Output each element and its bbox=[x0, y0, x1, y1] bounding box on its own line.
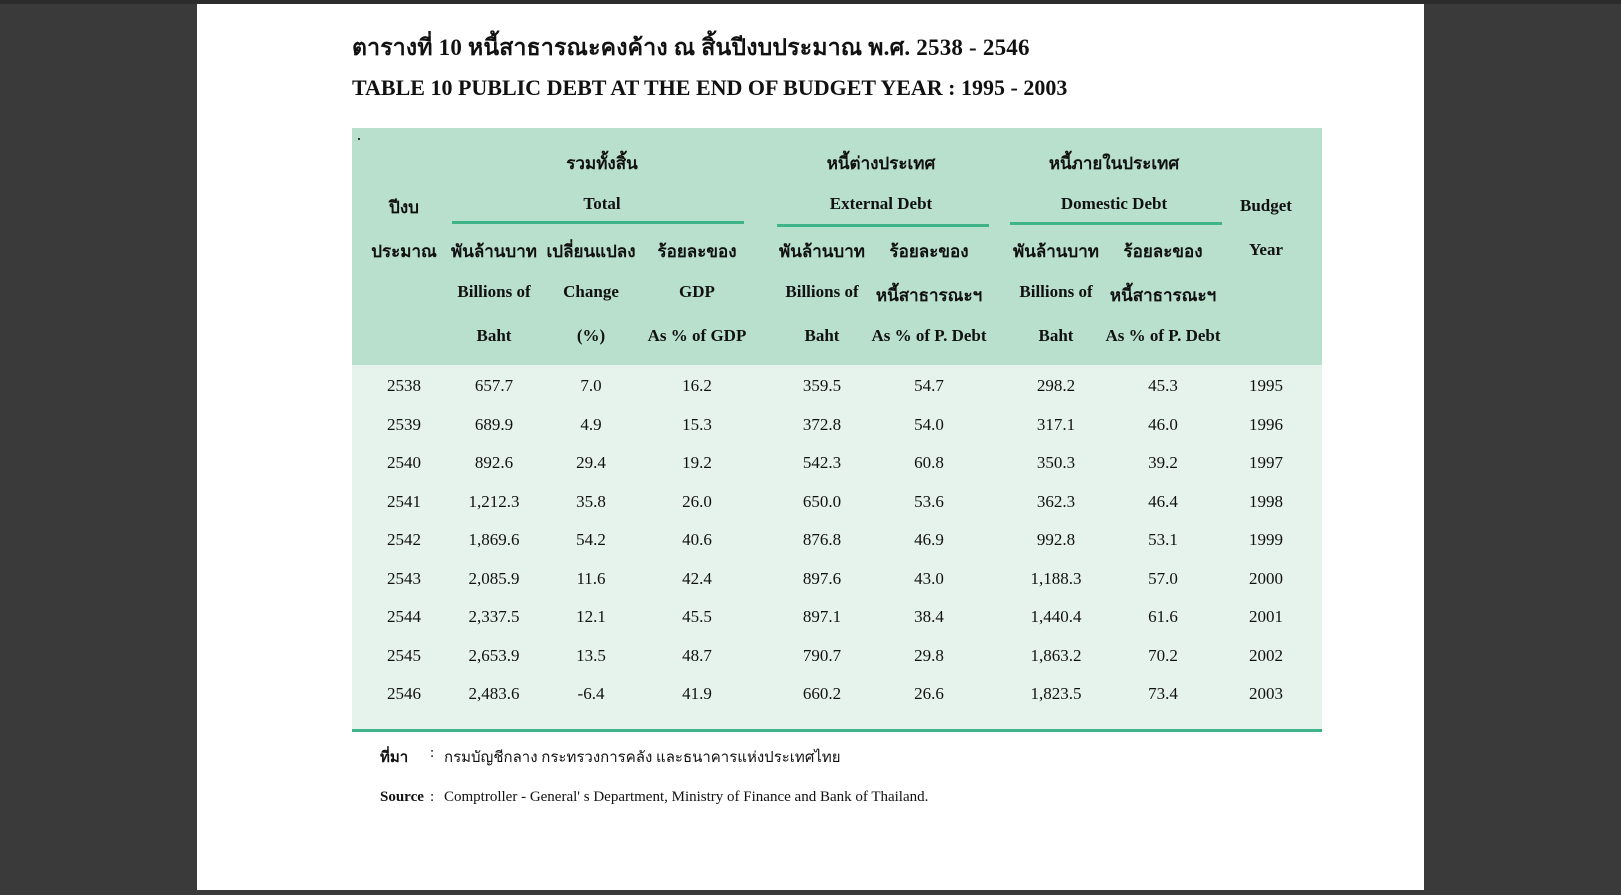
header-domestic-en: Domestic Debt bbox=[1060, 194, 1168, 213]
source-en-label: Source bbox=[380, 789, 424, 805]
cell-ext-pct: 29.8 bbox=[914, 645, 944, 665]
cell-dom-amount: 317.1 bbox=[1036, 414, 1076, 434]
cell-dom-amount: 1,188.3 bbox=[1030, 568, 1082, 588]
header-total-gdp-1: ร้อยละของ bbox=[657, 242, 737, 261]
domestic-group-rule bbox=[1010, 222, 1222, 225]
cell-dom-pct: 61.6 bbox=[1148, 607, 1178, 626]
header-budget-en-1: Budget bbox=[1240, 196, 1292, 215]
cell-year-th: 2540 bbox=[387, 453, 421, 472]
cell-total-gdp: 48.7 bbox=[682, 645, 712, 665]
cell-dom-amount: 350.3 bbox=[1036, 453, 1076, 472]
cell-ext-amount: 542.3 bbox=[802, 453, 842, 472]
cell-year-en: 2002 bbox=[1249, 645, 1283, 665]
cell-ext-amount: 359.5 bbox=[802, 376, 842, 395]
cell-dom-pct: 39.2 bbox=[1148, 453, 1178, 472]
cell-total-amount: 892.6 bbox=[474, 453, 514, 472]
cell-ext-amount: 897.6 bbox=[802, 568, 842, 588]
cell-ext-pct: 54.7 bbox=[914, 376, 944, 395]
cell-year-en: 1999 bbox=[1249, 530, 1283, 549]
cell-total-change: 54.2 bbox=[576, 530, 606, 549]
source-th-label: ที่มา bbox=[380, 750, 409, 766]
header-total-change-2: Change bbox=[563, 282, 619, 301]
cell-dom-amount: 1,440.4 bbox=[1030, 607, 1082, 626]
table-bottom-rule bbox=[352, 729, 1322, 732]
source-en-colon: : bbox=[430, 789, 435, 805]
cell-total-amount: 689.9 bbox=[474, 414, 514, 434]
header-total-th: รวมทั้งสิ้น bbox=[566, 154, 638, 173]
cell-year-th: 2541 bbox=[387, 491, 421, 511]
cell-year-en: 1998 bbox=[1249, 491, 1283, 511]
cell-dom-pct: 73.4 bbox=[1148, 684, 1178, 703]
cell-ext-pct: 38.4 bbox=[914, 607, 944, 626]
source-th-colon: : bbox=[430, 745, 435, 761]
cell-total-amount: 657.7 bbox=[474, 376, 514, 395]
cell-total-amount: 1,212.3 bbox=[468, 491, 520, 511]
cell-total-change: 12.1 bbox=[576, 607, 606, 626]
cell-ext-amount: 372.8 bbox=[802, 414, 842, 434]
header-ext-pct-2: หนี้สาธารณะฯ bbox=[875, 286, 983, 305]
public-debt-table bbox=[352, 128, 1322, 732]
cell-year-en: 2001 bbox=[1249, 607, 1283, 626]
external-group-rule bbox=[777, 224, 989, 227]
header-ext-amount-2: Billions of bbox=[785, 282, 859, 301]
cell-dom-pct: 57.0 bbox=[1148, 568, 1178, 588]
cell-total-gdp: 40.6 bbox=[682, 530, 712, 549]
cell-year-en: 1996 bbox=[1249, 414, 1283, 434]
cell-ext-pct: 54.0 bbox=[914, 414, 944, 434]
header-ext-pct-3: As % of P. Debt bbox=[871, 326, 987, 345]
table-title-english: TABLE 10 PUBLIC DEBT AT THE END OF BUDGET YEAR : 1995 - 2003 bbox=[352, 75, 1068, 100]
header-total-gdp-2: GDP bbox=[679, 282, 715, 301]
cell-year-en: 2000 bbox=[1249, 568, 1283, 588]
header-dom-pct-1: ร้อยละของ bbox=[1123, 242, 1203, 261]
header-total-en: Total bbox=[583, 194, 621, 213]
cell-dom-amount: 298.2 bbox=[1036, 376, 1076, 395]
cell-total-gdp: 41.9 bbox=[682, 684, 712, 703]
cell-total-amount: 2,085.9 bbox=[468, 568, 520, 588]
cell-total-change: 4.9 bbox=[580, 414, 602, 434]
header-total-gdp-3: As % of GDP bbox=[647, 326, 747, 345]
cell-total-amount: 2,483.6 bbox=[468, 684, 520, 703]
cell-year-th: 2545 bbox=[387, 645, 421, 665]
header-budget-en-2: Year bbox=[1249, 240, 1283, 259]
header-ext-amount-1: พันล้านบาท bbox=[779, 242, 865, 261]
cell-year-th: 2543 bbox=[387, 568, 421, 588]
cell-year-th: 2542 bbox=[387, 530, 421, 549]
cell-ext-pct: 53.6 bbox=[914, 491, 944, 511]
cell-total-gdp: 16.2 bbox=[682, 376, 712, 395]
cell-total-change: 29.4 bbox=[576, 453, 606, 472]
header-dom-pct-3: As % of P. Debt bbox=[1105, 326, 1221, 345]
cell-total-gdp: 42.4 bbox=[682, 568, 712, 588]
cell-ext-amount: 650.0 bbox=[802, 491, 842, 511]
cell-dom-amount: 1,823.5 bbox=[1030, 684, 1082, 703]
cell-total-change: 13.5 bbox=[576, 645, 606, 665]
document-page bbox=[197, 4, 1424, 890]
header-total-amount-2: Billions of bbox=[457, 282, 531, 301]
table-header bbox=[352, 128, 1322, 365]
header-dom-pct-2: หนี้สาธารณะฯ bbox=[1109, 286, 1217, 305]
cell-ext-amount: 660.2 bbox=[802, 684, 842, 703]
cell-total-amount: 2,337.5 bbox=[468, 607, 520, 626]
cell-total-change: -6.4 bbox=[577, 684, 605, 703]
cell-total-gdp: 45.5 bbox=[682, 607, 712, 626]
cell-ext-pct: 60.8 bbox=[914, 453, 944, 472]
header-speck bbox=[358, 138, 360, 140]
cell-year-th: 2546 bbox=[387, 684, 421, 703]
cell-year-th: 2544 bbox=[387, 607, 421, 626]
header-ext-amount-3: Baht bbox=[804, 326, 840, 345]
cell-total-amount: 2,653.9 bbox=[468, 645, 520, 665]
source-en-text: Comptroller - General' s Department, Ministry of Finance and Bank of Thailand. bbox=[444, 789, 929, 805]
cell-dom-pct: 53.1 bbox=[1148, 530, 1178, 549]
header-total-change-3: (%) bbox=[576, 326, 606, 345]
cell-ext-amount: 897.1 bbox=[802, 607, 842, 626]
header-ext-pct-1: ร้อยละของ bbox=[889, 242, 969, 261]
cell-year-en: 1997 bbox=[1249, 453, 1283, 472]
cell-ext-pct: 43.0 bbox=[914, 568, 944, 588]
cell-year-en: 2003 bbox=[1249, 684, 1283, 703]
cell-total-change: 7.0 bbox=[580, 376, 602, 395]
header-dom-amount-1: พันล้านบาท bbox=[1013, 242, 1099, 261]
cell-total-change: 11.6 bbox=[576, 568, 606, 588]
cell-dom-pct: 70.2 bbox=[1148, 645, 1178, 665]
cell-total-amount: 1,869.6 bbox=[468, 530, 520, 549]
header-total-change-1: เปลี่ยนแปลง bbox=[546, 242, 636, 261]
cell-year-en: 1995 bbox=[1249, 376, 1283, 395]
header-external-en: External Debt bbox=[829, 194, 933, 213]
cell-dom-amount: 992.8 bbox=[1036, 530, 1076, 549]
header-year-th-1: ปีงบ bbox=[389, 198, 419, 217]
cell-year-th: 2539 bbox=[387, 414, 421, 434]
header-dom-amount-3: Baht bbox=[1038, 326, 1074, 345]
cell-ext-pct: 46.9 bbox=[914, 530, 944, 549]
cell-total-change: 35.8 bbox=[576, 491, 606, 511]
cell-total-gdp: 26.0 bbox=[682, 491, 712, 511]
cell-year-th: 2538 bbox=[387, 376, 421, 395]
cell-dom-pct: 45.3 bbox=[1148, 376, 1178, 395]
table-title-thai: ตารางที่ 10 หนี้สาธารณะคงค้าง ณ สิ้นปีงบประมาณ พ.ศ. 2538 - 2546 bbox=[352, 35, 1030, 60]
cell-total-gdp: 15.3 bbox=[682, 414, 712, 434]
cell-ext-amount: 876.8 bbox=[802, 530, 842, 549]
cell-dom-amount: 1,863.2 bbox=[1030, 645, 1082, 665]
source-th-text: กรมบัญชีกลาง กระทรวงการคลัง และธนาคารแห่งประเทศไทย bbox=[444, 750, 841, 766]
header-total-amount-3: Baht bbox=[476, 326, 512, 345]
header-dom-amount-2: Billions of bbox=[1019, 282, 1093, 301]
cell-dom-pct: 46.4 bbox=[1148, 491, 1178, 511]
total-group-rule bbox=[452, 221, 744, 224]
header-total-amount-1: พันล้านบาท bbox=[451, 242, 537, 261]
header-domestic-th: หนี้ภายในประเทศ bbox=[1048, 154, 1180, 173]
cell-dom-pct: 46.0 bbox=[1148, 414, 1178, 434]
cell-ext-pct: 26.6 bbox=[914, 684, 944, 703]
header-year-th-2: ประมาณ bbox=[371, 242, 437, 261]
header-external-th: หนี้ต่างประเทศ bbox=[826, 154, 936, 173]
cell-ext-amount: 790.7 bbox=[802, 645, 842, 665]
cell-total-gdp: 19.2 bbox=[682, 453, 712, 472]
cell-dom-amount: 362.3 bbox=[1036, 491, 1076, 511]
